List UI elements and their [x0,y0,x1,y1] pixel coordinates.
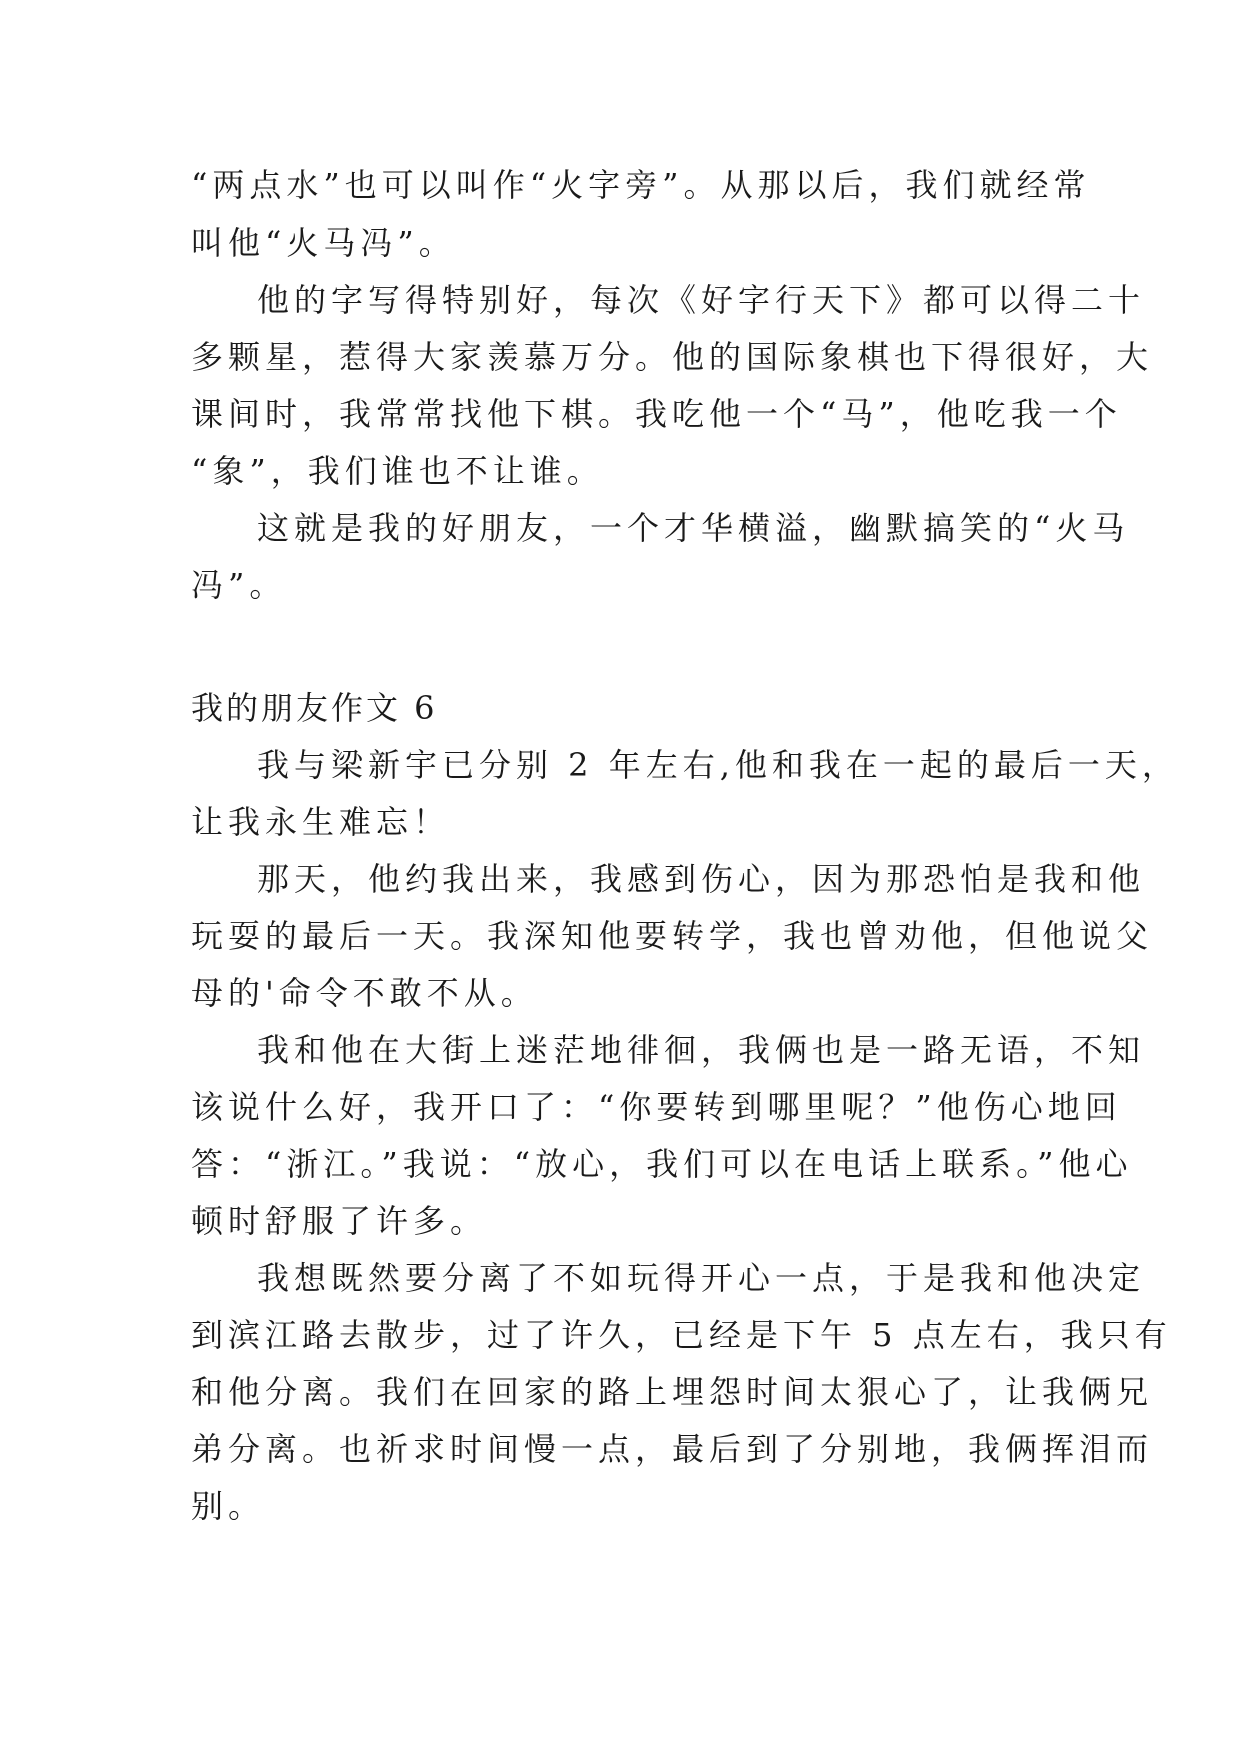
paragraph-line: 到滨江路去散步，过了许久，已经是下午 5 点左右，我只有 [191,1316,1172,1354]
paragraph-line: 他的字写得特别好，每次《好字行天下》都可以得二十 [257,281,1146,319]
paragraph-line: 顿时舒服了许多。 [191,1202,488,1240]
paragraph-line: 弟分离。也祈求时间慢一点，最后到了分别地，我俩挥泪而 [191,1430,1154,1468]
paragraph-line: 我想既然要分离了不如玩得开心一点，于是我和他决定 [257,1259,1146,1297]
paragraph-line: 我与梁新宇已分别 2 年左右,他和我在一起的最后一天， [257,746,1179,784]
paragraph-line: 我和他在大街上迷茫地徘徊，我俩也是一路无语，不知 [257,1031,1146,1069]
paragraph-line: 别。 [191,1487,266,1525]
paragraph-line: 课间时，我常常找他下棋。我吃他一个“马”，他吃我一个 [191,395,1122,433]
paragraph-line: “象”，我们谁也不让谁。 [191,452,604,490]
paragraph-line: 玩耍的最后一天。我深知他要转学，我也曾劝他，但他说父 [191,917,1154,955]
section-title: 我的朋友作文 6 [191,689,438,727]
paragraph-line: 冯”。 [191,566,287,604]
paragraph-line: 和他分离。我们在回家的路上埋怨时间太狠心了，让我俩兄 [191,1373,1154,1411]
paragraph-line: “两点水”也可以叫作“火字旁”。从那以后，我们就经常 [191,166,1091,204]
paragraph-line: 母的'命令不敢不从。 [191,974,538,1012]
paragraph-line: 让我永生难忘！ [191,803,451,841]
paragraph-line: 这就是我的好朋友，一个才华横溢，幽默搞笑的“火马 [257,509,1130,547]
paragraph-line: 那天，他约我出来，我感到伤心，因为那恐怕是我和他 [257,860,1146,898]
paragraph-line: 该说什么好，我开口了：“你要转到哪里呢？”他伤心地回 [191,1088,1122,1126]
paragraph-line: 多颗星，惹得大家羡慕万分。他的国际象棋也下得很好，大 [191,338,1154,376]
paragraph-line: 答：“浙江。”我说：“放心，我们可以在电话上联系。”他心 [191,1145,1133,1183]
paragraph-line: 叫他“火马冯”。 [191,224,456,262]
